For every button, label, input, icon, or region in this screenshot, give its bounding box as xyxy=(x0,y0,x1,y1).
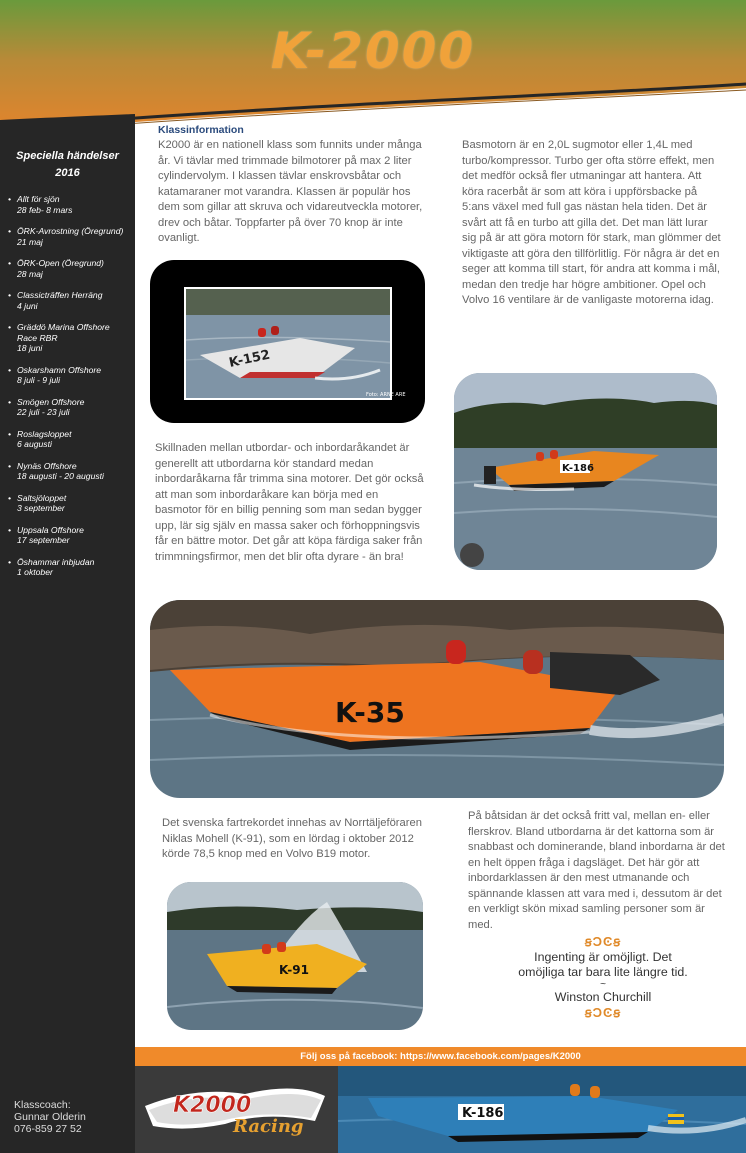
event-date: 1 oktober xyxy=(17,567,53,577)
photo-k35-image xyxy=(150,600,724,798)
event-name: • ÖRK-Open (Öregrund) xyxy=(17,258,104,268)
paragraph-record: Det svenska fartrekordet innehas av Norrtäljeföraren Niklas Mohell (K-91), som en lördag i oktober 2012 körde 78,5 knop med en Volvo B19 motor. xyxy=(162,817,422,860)
sidebar xyxy=(0,120,135,1153)
event-item xyxy=(8,226,132,247)
event-name: • Öshammar inbjudan xyxy=(17,556,95,567)
event-name: • Smögen Offshore xyxy=(17,396,85,407)
event-date: 17 september xyxy=(17,535,70,545)
paragraph-hulls: På båtsidan är det också fritt val, mellan en- eller flerskrov. Bland utbordarna är det kattorna som är snabbast och dominerande, bland inbordarna är det en helt öppen fråga i dagsläget. Det här gör att inbordarklassen är den mest utmanande och spännande klassen att vara med i, dessutom är det en verkligt skön mixad samling personer som är med. xyxy=(468,810,725,931)
event-name: • Saltsjöloppet xyxy=(17,492,67,503)
logo-image xyxy=(135,1066,338,1153)
event-date: 18 augusti - 20 augusti xyxy=(17,471,104,481)
event-item xyxy=(8,365,132,386)
event-name: • Classicträffen Herräng xyxy=(17,290,103,300)
photo-k186-orange-image xyxy=(454,373,717,570)
event-item xyxy=(8,258,132,279)
photo-k91 xyxy=(167,882,423,1030)
event-date: 28 feb- 8 mars xyxy=(17,204,73,215)
coach-phone: 076-859 27 52 xyxy=(14,1123,82,1135)
ornament-bottom-icon: ꞩϽϾꞩ xyxy=(584,1005,622,1020)
photo-k152 xyxy=(150,260,425,423)
event-name: • Roslagsloppet xyxy=(17,428,72,439)
coach-label: Klasscoach: xyxy=(14,1099,71,1111)
k2000-logo xyxy=(135,1066,338,1153)
boat-number-k35: K-35 xyxy=(335,696,405,729)
event-list xyxy=(8,194,132,589)
photo-k91-image xyxy=(167,882,423,1030)
boat-number-k186-blue: K-186 xyxy=(462,1106,504,1121)
paragraph-outboard: Skillnaden mellan utbordar- och inbordaråkandet är generellt att utbordarna kör standard medan inbordaråkarna får trimma sina motorer. Det gör också att man som inbordaråkare kan börja med en basmotor för en billig penning som man sedan bygger upp, lär sig själv en massa saker och förhoppningsvis får en bättre motor. Det går att köpa färdiga saker från trimmningsfirmor, men det blir ofta dyrare - än bra! xyxy=(155,442,424,563)
photo-k186-blue-image xyxy=(338,1066,746,1153)
event-date: 21 maj xyxy=(17,236,43,247)
facebook-link[interactable]: Följ oss på facebook: https://www.facebook.com/pages/K2000 xyxy=(135,1047,746,1066)
boat-number-k186: K-186 xyxy=(562,463,594,474)
quote-line: Ingenting är omöjligt. Det xyxy=(534,950,672,964)
event-item xyxy=(8,290,132,311)
boat-number-k91: K-91 xyxy=(279,963,309,977)
photo-credit: Foto: ARNE ARE xyxy=(366,392,406,398)
event-date: 6 augusti xyxy=(17,439,52,449)
logo-text: K2000 xyxy=(173,1093,252,1118)
event-name: • Nynäs Offshore xyxy=(17,460,77,471)
event-date: 28 maj xyxy=(17,268,43,279)
coach-name: Gunnar Olderin xyxy=(14,1111,86,1123)
logo-sub: Racing xyxy=(233,1116,304,1137)
boat-number-k152: K-152 xyxy=(227,347,272,371)
class-coach-info xyxy=(14,1099,86,1135)
event-item xyxy=(8,557,132,578)
photo-k186-blue xyxy=(338,1066,746,1153)
event-item xyxy=(8,322,132,354)
event-item xyxy=(8,397,132,418)
event-item xyxy=(8,493,132,514)
paragraph-intro: K2000 är en nationell klass som funnits under många år. Vi tävlar med trimmade bilmotorer på max 2 liter cylindervolym. I klassen tävlar enskrovsbåtar och katamaraner mot varandra. Klassen är populär hos dem som gillar att skruva och vidareutveckla motorer, drev och båtar. Toppfarter på över 70 knop är inte ovanligt. xyxy=(158,139,423,244)
event-item xyxy=(8,461,132,482)
event-item xyxy=(8,429,132,450)
event-name: • Oskarshamn Offshore xyxy=(17,364,102,375)
photo-k186-orange xyxy=(454,373,717,570)
event-name: • Uppsala Offshore xyxy=(17,524,84,535)
event-date: 4 juni xyxy=(17,300,38,311)
quote-block xyxy=(470,934,736,1021)
paragraph-engine: Basmotorn är en 2,0L sugmotor eller 1,4L med turbo/kompressor. Turbo ger ofta större effekt, men det medför också fler utmaningar att hantera. Att köra racerbåt är som att köra i uppförsbacke på 5:ans växel med full gas nästan hela tiden. Det är svårt att få en turbo att gilla det. Det man lätt lurar sig på är att göra motorn för stark, man glömmer det viktigaste att göra den tillförlitlig. För några är det en seger att komma till start, för andra att komma i mål, medan den tredje har högre ambitioner. Opel och Volvo 16 ventilare är de vanligaste motorerna idag. xyxy=(462,139,721,306)
event-date: 22 juli - 23 juli xyxy=(17,407,70,417)
page-header xyxy=(0,0,746,135)
quote-tilde: ~ xyxy=(600,979,606,990)
event-date: 8 juli - 9 juli xyxy=(17,375,60,385)
event-date: 3 september xyxy=(17,503,65,513)
quote-text xyxy=(470,950,736,1005)
ornament-top-icon: ꞩϽϾꞩ xyxy=(584,934,622,949)
sidebar-title-year: 2016 xyxy=(55,167,80,179)
photo-k152-frame xyxy=(150,260,425,423)
header-title: K-2000 xyxy=(270,22,476,80)
quote-line: omöjliga tar bara lite längre tid. xyxy=(518,965,688,979)
sidebar-title-text: Speciella händelser xyxy=(16,150,119,162)
photo-k35 xyxy=(150,600,724,798)
quote-author: Winston Churchill xyxy=(554,990,652,1004)
event-item xyxy=(8,194,132,215)
event-name: • Gräddö Marina Offshore Race RBR xyxy=(17,322,110,343)
class-info-heading: Klassinformation xyxy=(158,124,244,136)
event-name: • ÖRK-Avrostning (Öregrund) xyxy=(17,226,124,236)
sidebar-title xyxy=(0,148,135,182)
event-item xyxy=(8,525,132,546)
event-name: • Allt för sjön xyxy=(17,194,60,204)
event-date: 18 juni xyxy=(17,343,43,353)
